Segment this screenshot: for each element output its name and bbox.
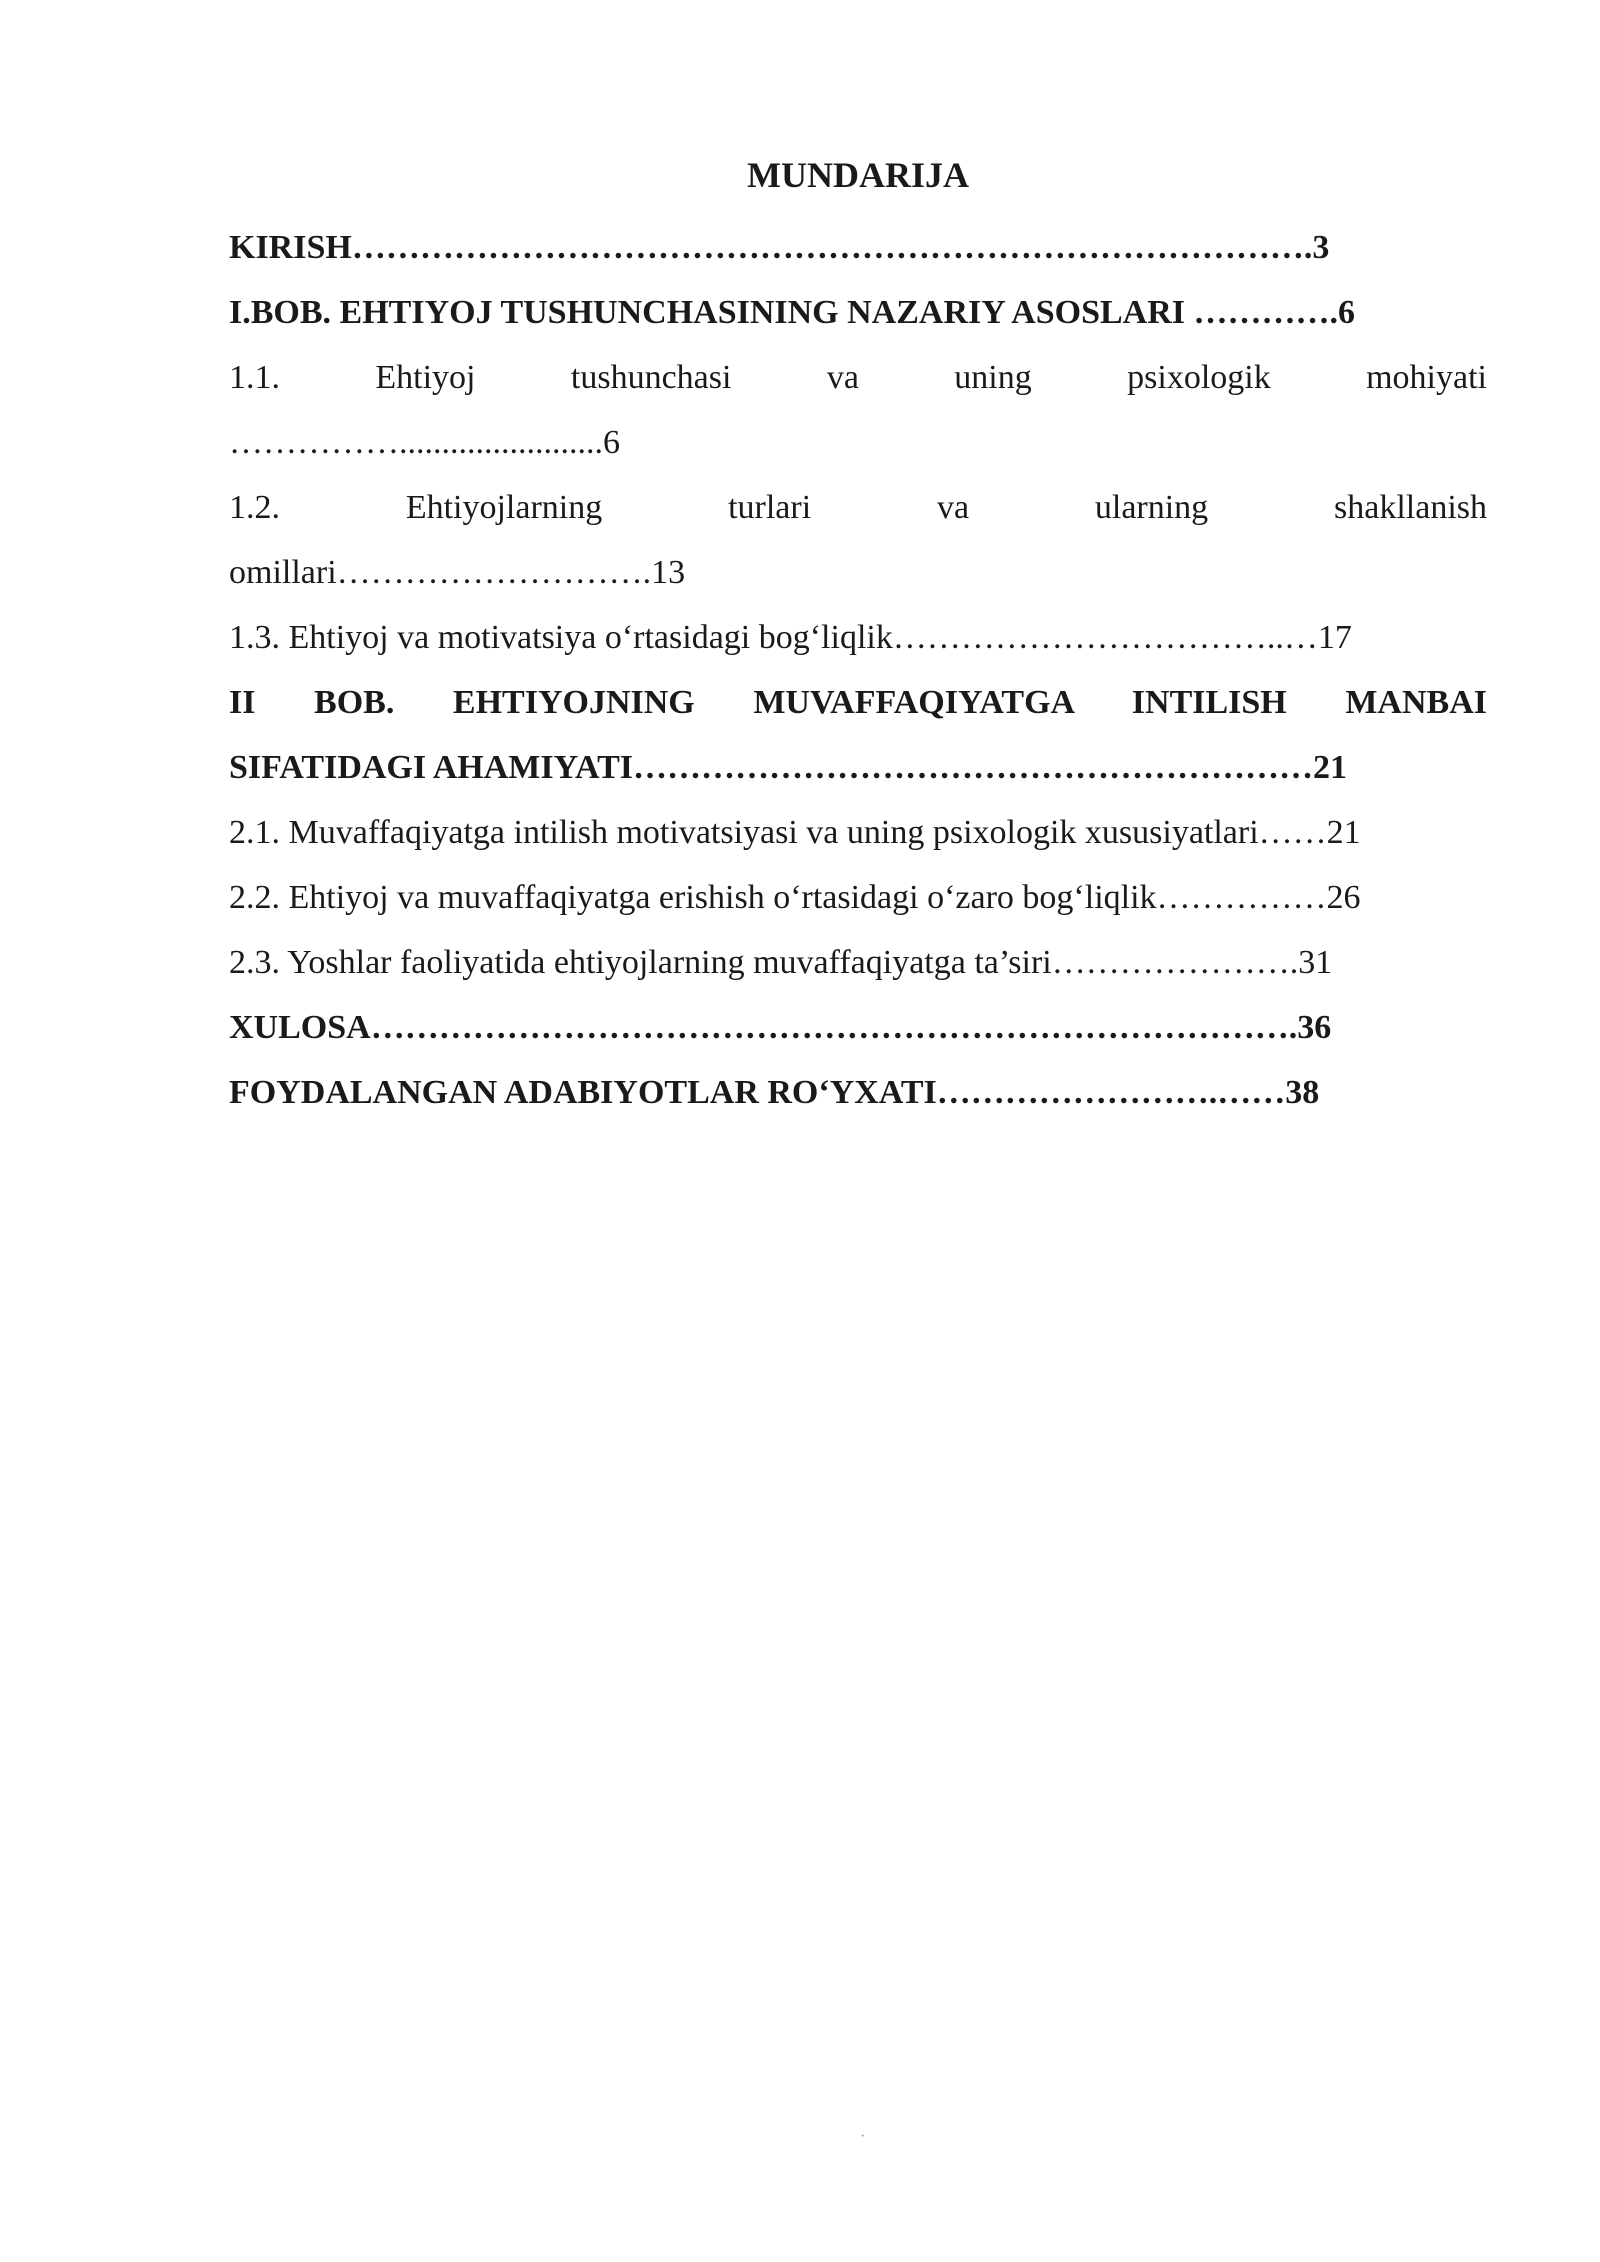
footer-mark: ·	[860, 2128, 866, 2145]
toc-entry-chapter-1: I.BOB. EHTIYOJ TUSHUNCHASINING NAZARIY ASOSLARI ………….6	[229, 294, 1356, 331]
toc-entry-references: FOYDALANGAN ADABIYOTLAR RO‘YXATI…………………….……38	[229, 1074, 1320, 1111]
toc-entry-1-1: 1.1. Ehtiyoj tushunchasi va uning psixologik mohiyati	[229, 359, 1487, 396]
toc-entry-kirish: KIRISH………………………………………………………………………….3	[229, 229, 1330, 266]
toc-entry-chapter-2: II BOB. EHTIYOJNING MUVAFFAQIYATGA INTILISH MANBAI	[229, 684, 1487, 721]
toc-entry-2-2: 2.2. Ehtiyoj va muvaffaqiyatga erishish o‘rtasidagi o‘zaro bog‘liqlik……………26	[229, 879, 1361, 916]
document-page	[229, 150, 1487, 1125]
toc-entry-1-2-page: omillari……………………….13	[229, 554, 686, 591]
toc-entry-1-1-page: ……………........................6	[229, 424, 620, 461]
toc-entry-1-2: 1.2. Ehtiyojlarning turlari va ularning shakllanish	[229, 489, 1487, 526]
toc-entry-chapter-2-cont: SIFATIDAGI AHAMIYATI……………………………………………………21	[229, 749, 1347, 786]
page-title: MUNDARIJA	[747, 155, 969, 195]
toc-entry-1-3: 1.3. Ehtiyoj va motivatsiya o‘rtasidagi bog‘liqlik……………………………..…17	[229, 619, 1352, 656]
toc-entry-xulosa: XULOSA……………………………………………………………………….36	[229, 1009, 1332, 1046]
toc-entry-2-3: 2.3. Yoshlar faoliyatida ehtiyojlarning muvaffaqiyatga ta’siri………………….31	[229, 944, 1333, 981]
toc-entry-2-1: 2.1. Muvaffaqiyatga intilish motivatsiyasi va uning psixologik xususiyatlari……21	[229, 814, 1361, 851]
